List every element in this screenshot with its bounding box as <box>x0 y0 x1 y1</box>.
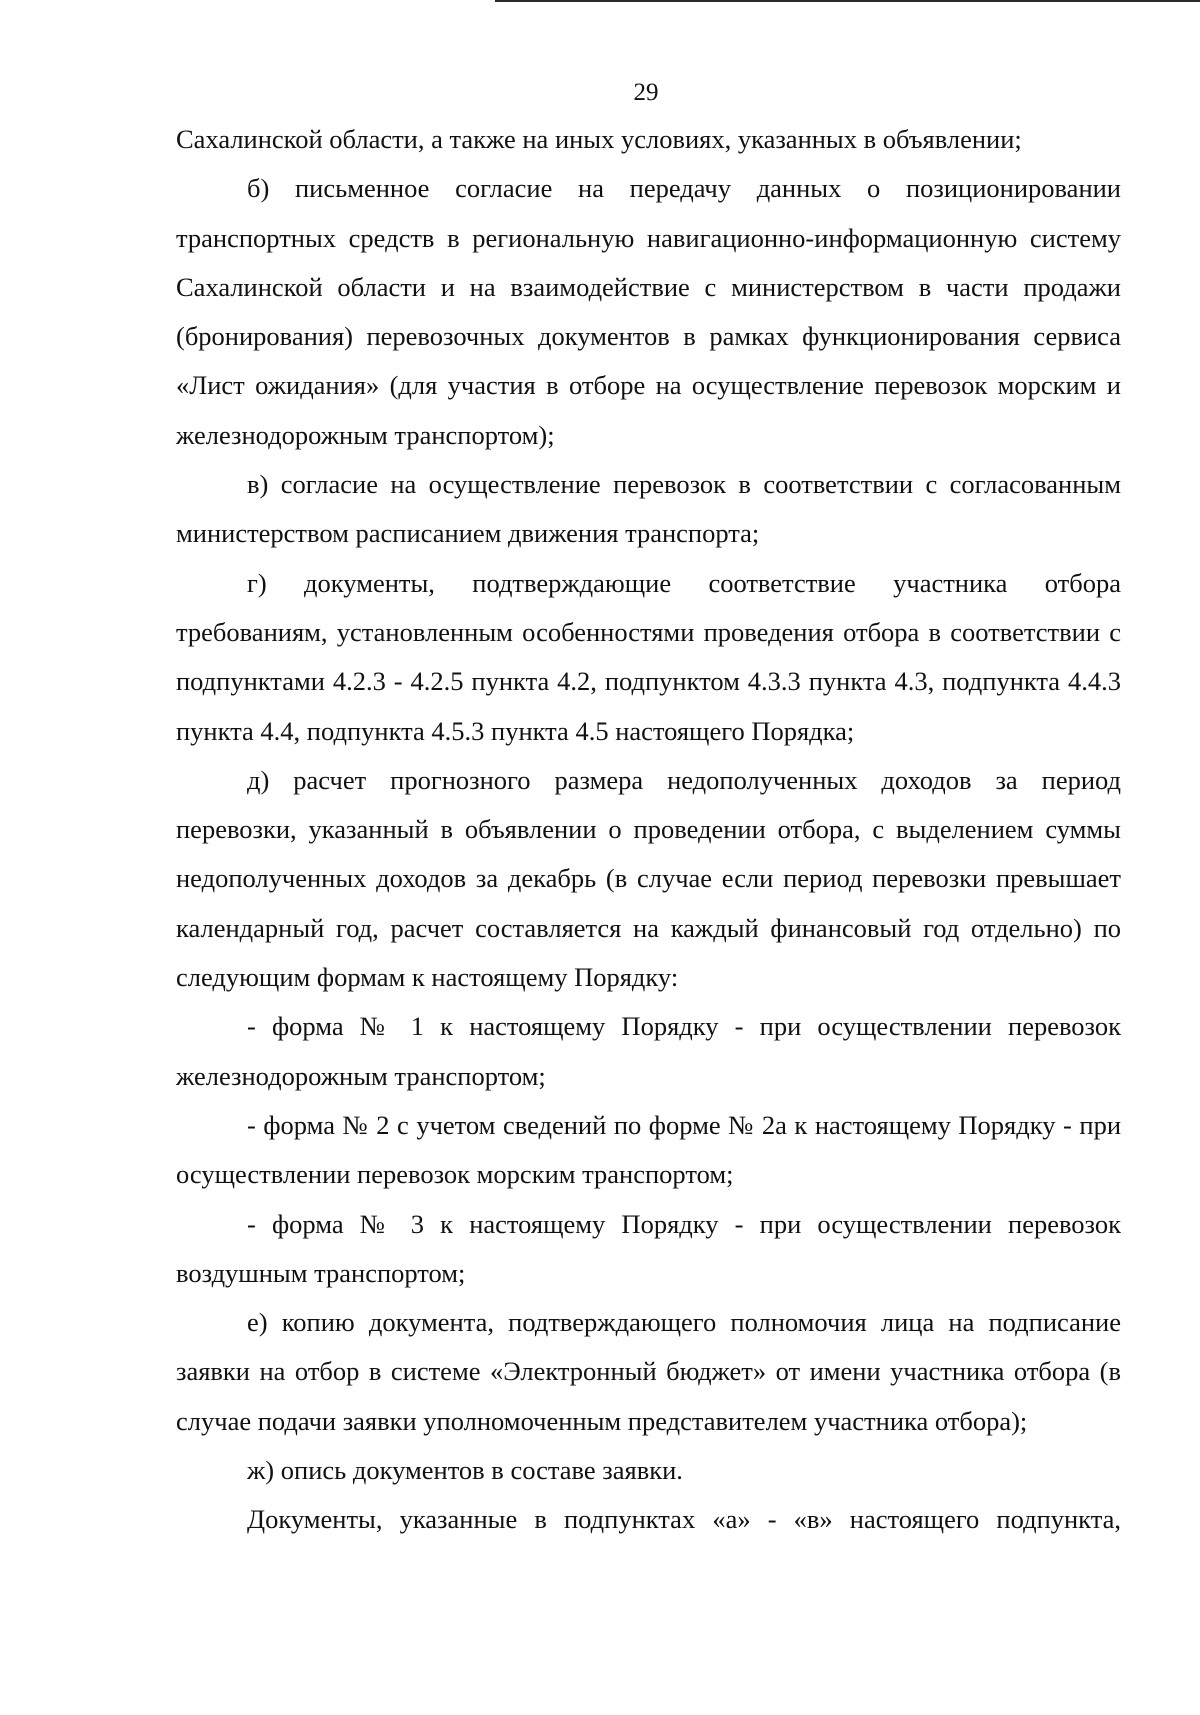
paragraph-item-g: г) документы, подтверждающие соответствие участника отбора требованиям, установленным особенностями проведения отбора в соответствии с подпунктами 4.2.3 - 4.2.5 пункта 4.2, подпунктом 4.3.3 пункта 4.3, подпункта 4.4.3 пункта 4.4, подпункта 4.5.3 пункта 4.5 настоящего Порядка; <box>176 567 1121 746</box>
top-rule <box>495 0 1200 2</box>
paragraph-item-b: б) письменное согласие на передачу данных о позиционировании транспортных средств в региональную навигационно-информационную систему Сахалинской области и на взаимодействие с министерством в части продажи (бронирования) перевозочных документов в рамках функционирования сервиса «Лист ожидания» (для участия в отборе на осуществление перевозок морским и железнодорожным транспортом); <box>176 173 1121 450</box>
paragraph-form-1: - форма № 1 к настоящему Порядку - при осуществлении перевозок железнодорожным транспортом; <box>176 1011 1121 1091</box>
paragraph-item-e: е) копию документа, подтверждающего полномочия лица на подписание заявки на отбор в системе «Электронный бюджет» от имени участника отбора (в случае подачи заявки уполномоченным представителем участника отбора); <box>176 1307 1121 1436</box>
paragraph-form-2: - форма № 2 с учетом сведений по форме № 2а к настоящему Порядку - при осуществлении перевозок морским транспортом; <box>176 1109 1121 1190</box>
page-number: 29 <box>633 79 659 106</box>
paragraph-continuation: Сахалинской области, а также на иных условиях, указанных в объявлении; <box>176 124 1022 154</box>
paragraph-form-3: - форма № 3 к настоящему Порядку - при осуществлении перевозок воздушным транспортом; <box>176 1208 1121 1288</box>
paragraph-item-zh: ж) опись документов в составе заявки. <box>247 1455 683 1486</box>
paragraph-item-d: д) расчет прогнозного размера недополученных доходов за период перевозки, указанный в объявлении о проведении отбора, с выделением суммы недополученных доходов за декабрь (в случае если период перевозки превышает календарный год, расчет составляется на каждый финансовый год отдельно) по следующим формам к настоящему Порядку: <box>176 764 1121 993</box>
document-body <box>176 115 1121 1545</box>
paragraph-item-v: в) согласие на осуществление перевозок в соответствии с согласованным министерством расписанием движения транспорта; <box>176 469 1121 549</box>
paragraph-closing: Документы, указанные в подпунктах «а» - «в» настоящего подпункта, <box>247 1504 1121 1535</box>
